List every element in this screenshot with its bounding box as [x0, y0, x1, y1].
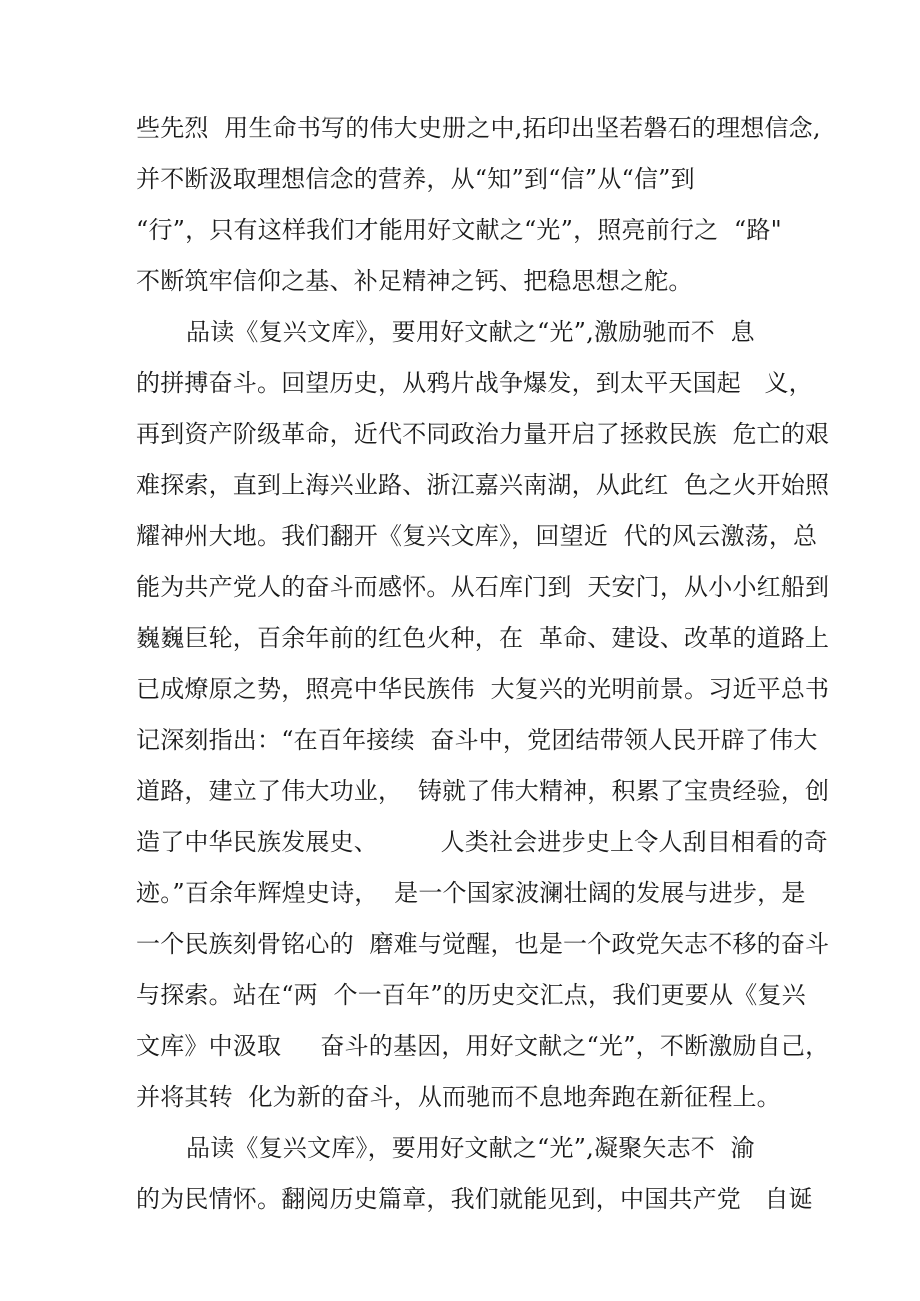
text-line: 难探索，直到上海兴业路、浙江嘉兴南湖，从此红 色之火开始照 [136, 471, 830, 499]
text-line: 能为共产党人的奋斗而感怀。从石库门到 天安门，从小小红船到 [136, 573, 830, 601]
text-line: 巍巍巨轮，百余年前的红色火种，在 革命、建设、改革的道路上 [136, 624, 830, 652]
text-line: “行”，只有这样我们才能用好文献之“光”，照亮前行之 “路" [136, 216, 782, 244]
text-line: 的为民情怀。翻阅历史篇章，我们就能见到，中国共产党 自诞 [136, 1185, 813, 1213]
paragraph-first-line: 品读《复兴文库》，要用好文献之“光”,激励驰而不 息 [186, 318, 755, 346]
text-line: 并不断汲取理想信念的营养，从“知”到“信”从“信”到 [136, 165, 695, 193]
text-line: 不断筑牢信仰之基、补足精神之钙、把稳思想之舵。 [136, 267, 693, 295]
text-line: 记深刻指出：“在百年接续 奋斗中，党团结带领人民开辟了伟大 [136, 726, 818, 754]
text-line: 造了中华民族发展史、 人类社会进步史上令人刮目相看的奇 [136, 828, 828, 856]
text-line: 与探索。站在“两 个一百年”的历史交汇点，我们更要从《复兴 [136, 981, 806, 1009]
text-line: 道路，建立了伟大功业， 铸就了伟大精神，积累了宝贵经验，创 [136, 777, 830, 805]
text-line: 已成燎原之势，照亮中华民族伟 大复兴的光明前景。习近平总书 [136, 675, 830, 703]
text-line: 一个民族刻骨铭心的 磨难与觉醒，也是一个政党矢志不移的奋斗 [136, 930, 830, 958]
text-line: 并将其转 化为新的奋斗，从而驰而不息地奔跑在新征程上。 [136, 1083, 781, 1111]
text-line: 耀神州大地。我们翻开《复兴文库》，回望近 代的风云激荡，总 [136, 522, 818, 550]
text-line: 再到资产阶级革命，近代不同政治力量开启了拯救民族 危亡的艰 [136, 420, 830, 448]
paragraph-first-line: 品读《复兴文库》，要用好文献之“光”,凝聚矢志不 渝 [186, 1134, 755, 1162]
text-line: 的拼搏奋斗。回望历史，从鸦片战争爆发，到太平天国起 义， [136, 369, 813, 397]
text-line: 文库》中汲取 奋斗的基因，用好文献之“光”，不断激励自己， [136, 1032, 830, 1060]
text-line: 些先烈 用生命书写的伟大史册之中,拓印出坚若磐石的理想信念, [136, 114, 821, 142]
text-line: 迹。”百余年辉煌史诗， 是一个国家波澜壮阔的发展与进步，是 [136, 879, 806, 907]
